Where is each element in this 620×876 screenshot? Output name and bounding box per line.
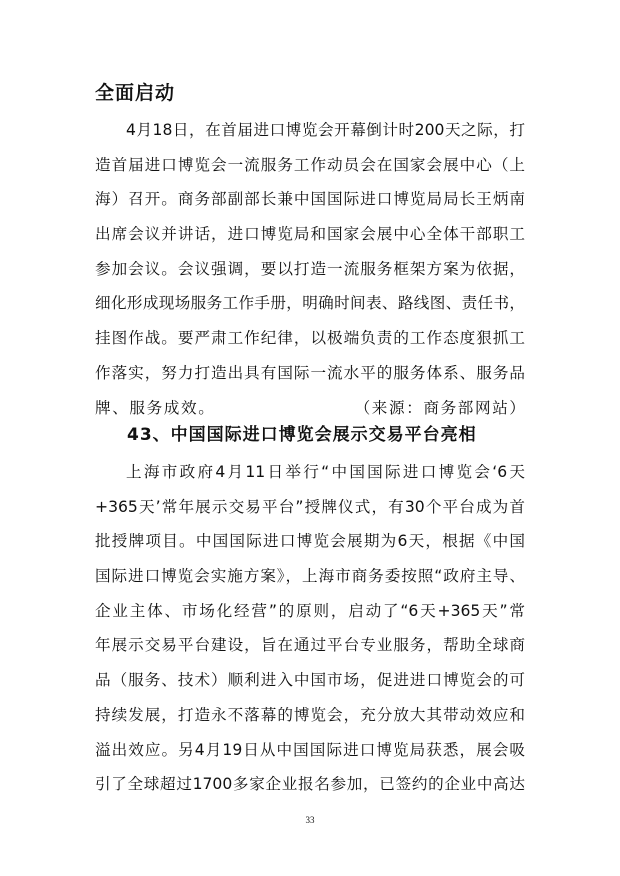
section-heading-platform: 43、中国国际进口博览会展示交易平台亮相 (127, 425, 477, 445)
text-line: 批授牌项目。中国国际进口博览会展期为6天，根据《中国 (95, 532, 525, 551)
text-line: 企业主体、市场化经营”的原则，启动了“6天+365天”常 (95, 601, 525, 620)
text-line: 挂图作战。要严肃工作纪律，以极端负责的工作态度狠抓工 (95, 329, 525, 348)
text-line: 溢出效应。另4月19日从中国国际进口博览局获悉，展会吸 (95, 740, 525, 759)
text-line: 引了全球超过1700多家企业报名参加，已签约的企业中高达 (95, 775, 525, 794)
text-line-with-source: 牌、服务成效。 （来源：商务部网站） (95, 398, 525, 417)
text-line: 品（服务、技术）顺利进入中国市场，促进进口博览会的可 (95, 671, 525, 690)
text-line: 出席会议并讲话，进口博览局和国家会展中心全体干部职工 (95, 225, 525, 244)
text-line: 上海市政府4月11日举行“中国国际进口博览会‘6天 (126, 463, 525, 481)
text-line: 年展示交易平台建设，旨在通过平台专业服务，帮助全球商 (95, 636, 525, 655)
paragraph-platform (95, 455, 525, 802)
text-line: 国际进口博览会实施方案》，上海市商务委按照“政府主导、 (95, 567, 525, 586)
text-line: 4月18日，在首届进口博览会开幕倒计时200天之际，打 (126, 121, 525, 139)
text-line: 作落实，努力打造出具有国际一流水平的服务体系、服务品 (95, 363, 525, 382)
text-line: 持续发展，打造永不落幕的博览会，充分放大其带动效应和 (95, 705, 525, 724)
section-heading-launch: 全面启动 (95, 82, 176, 104)
text-line: 海）召开。商务部副部长兼中国国际进口博览局局长王炳南 (95, 190, 525, 209)
paragraph-launch (95, 113, 525, 425)
text-line: 参加会议。会议强调，要以打造一流服务框架方案为依据， (95, 259, 525, 278)
text-line: 造首届进口博览会一流服务工作动员会在国家会展中心（上 (95, 155, 525, 174)
text-line: 细化形成现场服务工作手册，明确时间表、路线图、责任书， (95, 294, 525, 313)
page-number: 33 (305, 815, 315, 825)
text-line: +365天’常年展示交易平台”授牌仪式，有30个平台成为首 (95, 497, 525, 516)
